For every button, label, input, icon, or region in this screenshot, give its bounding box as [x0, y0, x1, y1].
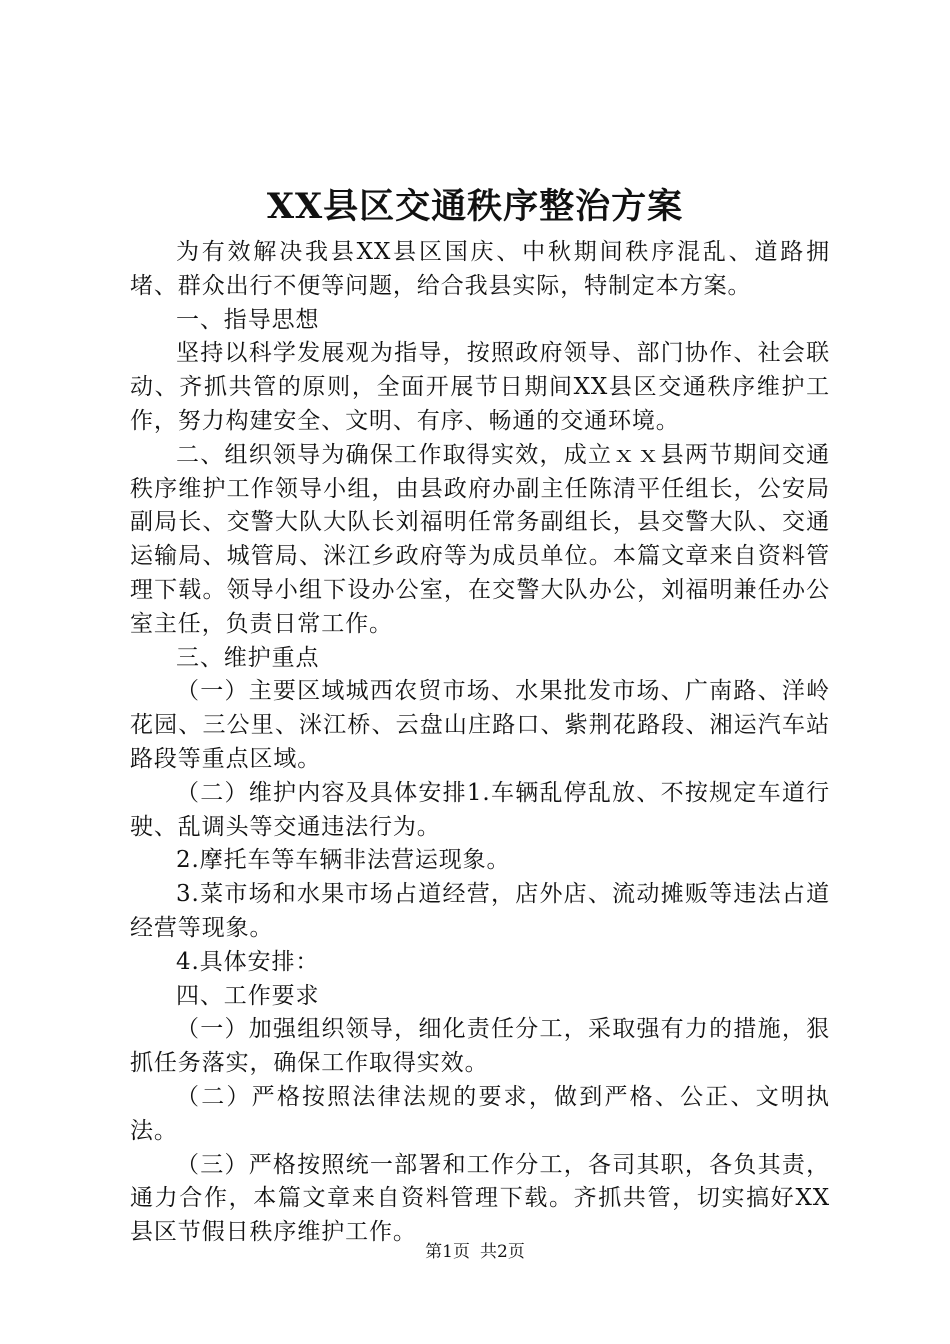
paragraph-guiding-ideology: 坚持以科学发展观为指导，按照政府领导、部门协作、社会联动、齐抓共管的原则，全面开展节日期间XX县区交通秩序维护工作，努力构建安全、文明、有序、畅通的交通环境。 [130, 340, 830, 434]
paragraph-requirement-2: （二）严格按照法律法规的要求，做到严格、公正、文明执法。 [130, 1083, 830, 1144]
document-title: XX县区交通秩序整治方案 [266, 186, 684, 227]
paragraph-key-areas: （一）主要区域城西农贸市场、水果批发市场、广南路、洋岭花园、三公里、洣江桥、云盘山庄路口、紫荆花路段、湘运汽车站路段等重点区域。 [130, 678, 830, 772]
paragraph-item-3: 3.菜市场和水果市场占道经营，店外店、流动摊贩等违法占道经营等现象。 [130, 881, 830, 941]
paragraph-organization-leadership: 二、组织领导为确保工作取得实效，成立ｘｘ县两节期间交通秩序维护工作领导小组，由县政府办副主任陈清平任组长，公安局副局长、交警大队大队长刘福明任常务副组长，县交警大队、交通运输局、城管局、洣江乡政府等为成员单位。本篇文章来自资料管理下载。领导小组下设办公室，在交警大队办公，刘福明兼任办公室主任，负责日常工作。 [130, 441, 830, 637]
paragraph-item-2: 2.摩托车等车辆非法营运现象。 [176, 847, 511, 874]
page-number: 第1页 [425, 1242, 470, 1262]
paragraph-requirement-1: （一）加强组织领导，细化责任分工，采取强有力的措施，狠抓任务落实，确保工作取得实效。 [130, 1016, 830, 1077]
page-total: 共2页 [480, 1242, 525, 1262]
paragraph-requirement-3: （三）严格按照统一部署和工作分工，各司其职，各负其责，通力合作，本篇文章来自资料管理下载。齐抓共管，切实搞好XX县区节假日秩序维护工作。 [130, 1151, 830, 1246]
heading-guiding-ideology: 一、指导思想 [176, 306, 320, 333]
paragraph-item-4: 4.具体安排： [176, 948, 320, 975]
paragraph-intro: 为有效解决我县XX县区国庆、中秋期间秩序混乱、道路拥堵、群众出行不便等问题，给合我县实际，特制定本方案。 [130, 239, 830, 299]
heading-maintenance-focus: 三、维护重点 [176, 644, 320, 671]
paragraph-maintenance-content: （二）维护内容及具体安排1.车辆乱停乱放、不按规定车道行驶、乱调头等交通违法行为。 [130, 779, 830, 840]
page-footer [0, 1240, 950, 1264]
document-body [130, 236, 830, 1250]
heading-work-requirements: 四、工作要求 [176, 982, 320, 1009]
